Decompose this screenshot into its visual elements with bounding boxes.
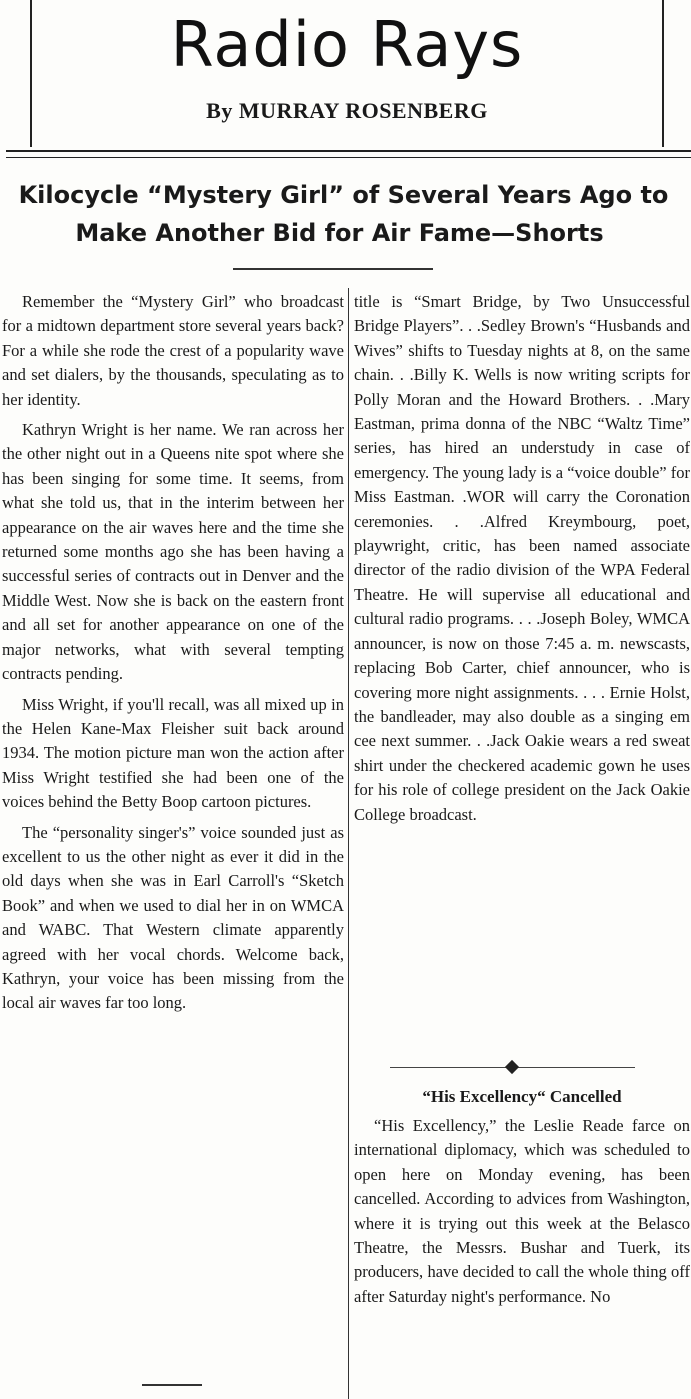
- left-column: [2, 290, 344, 1022]
- column-title: Radio Rays: [170, 8, 524, 81]
- headline-line-2: Make Another Bid for Air Fame—Shorts: [75, 219, 604, 247]
- end-rule: [142, 1384, 202, 1386]
- paragraph: Remember the “Mystery Girl” who broadcast for a midtown department store several years back? For a while she rode the crest of a popularity wave and set dialers, by the thousands, speculating as to her identity.: [2, 292, 344, 409]
- paragraph: title is “Smart Bridge, by Two Unsuccessful Bridge Players”. . .Sedley Brown's “Husbands and Wives” shifts to Tuesday nights at 8, on the same chain. . .Billy K. Wells is now writing scripts for Polly Moran and the Howard Brothers. . .Mary Eastman, prima donna of the NBC “Waltz Time” series, has hired an understudy in case of emergency. The young lady is a “voice double” for Miss Eastman. .WOR will carry the Coronation ceremonies. . .Alfred Kreymbourg, poet, playwright, critic, has been named associate director of the radio division of the WPA Federal Theatre. He will supervise all educational and cultural radio programs. . . .Joseph Boley, WMCA announcer, is now on those 7:45 a. m. newscasts, replacing Bob Carter, chief announcer, who is covering more night assignments. . . . Ernie Holst, the bandleader, may also double as a singing em cee next summer. . .Jack Oakie wears a red sweat shirt under the checkered academic gown he uses for his role of college president on the Jack Oakie College broadcast.: [354, 292, 690, 824]
- section-rule-ornament: [505, 1060, 519, 1074]
- paragraph: Kathryn Wright is her name. We ran across her the other night out in a Queens nite spot where she has been singing for some time. It seems, from what she told us, that in the interim between her appearance on the air waves here and the time she returned some months ago she has been having a successful series of contracts out in Denver and the Middle West. Now she is back on the eastern front and all set for another appearance on one of the major networks, what with several tempting contracts pending.: [2, 420, 344, 684]
- paragraph: Miss Wright, if you'll recall, was all mixed up in the Helen Kane-Max Fleisher suit back around 1934. The motion picture man won the action after Miss Wright testified she had been one of the voices behind the Betty Boop cartoon pictures.: [2, 694, 344, 812]
- right-column: [354, 290, 690, 833]
- paragraph: The “personality singer's” voice sounded just as excellent to us the other night as ever it did in the old days when she was in Earl Carroll's “Sketch Book” and when we used to dial her in on WMCA and WABC. That Western climate apparently agreed with her vocal chords. Welcome back, Kathryn, your voice has been missing from the local air waves far too long.: [2, 822, 344, 1013]
- headline-line-1: Kilocycle “Mystery Girl” of Several Years Ago to: [18, 181, 669, 209]
- column-divider: [348, 288, 349, 1399]
- subhead: “His Excellency“ Cancelled: [422, 1087, 622, 1106]
- headline-rule: [233, 268, 433, 270]
- masthead-rule-thin: [6, 157, 691, 158]
- masthead-rule-thick: [6, 150, 691, 152]
- headline: [0, 176, 691, 252]
- paragraph: “His Excellency,” the Leslie Reade farce on international diplomacy, which was scheduled to open here on Monday evening, has been cancelled. According to advices from Washington, where it is trying out this week at the Belasco Theatre, the Messrs. Bushar and Tuerk, its producers, have decided to call the whole thing off after Saturday night's performance. No: [354, 1116, 690, 1306]
- masthead: [30, 0, 664, 147]
- byline: By MURRAY ROSENBERG: [206, 98, 488, 123]
- right-column-continued: [354, 1114, 690, 1309]
